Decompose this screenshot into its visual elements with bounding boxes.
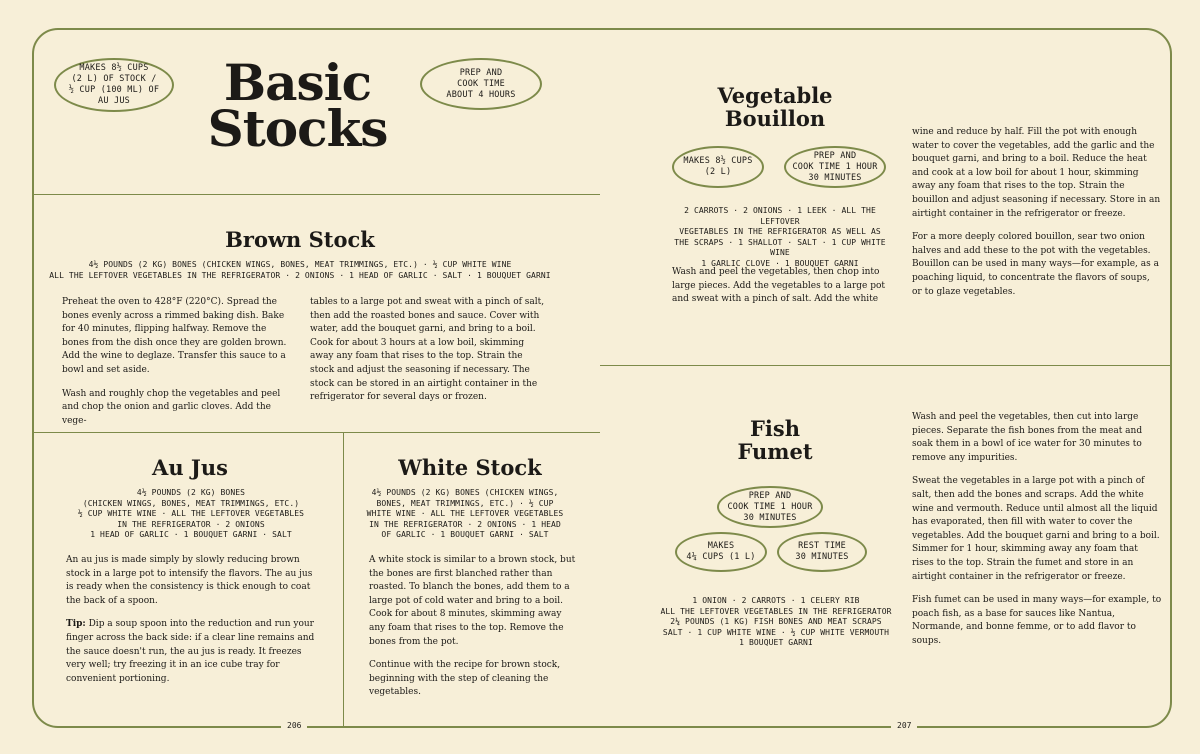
brown-col1-para1: Preheat the oven to 428°F (220°C). Spread the bones evenly across a rimmed baking dish. Bake for 40 minutes, flipping halfway. Remove the bones from the dish once they are golden brown. Add the wine to deglaze. Transfer this sauce to a bowl and set aside. [62,297,287,375]
veg-title-line1: Vegetable [717,83,833,108]
au-jus-title: Au Jus [152,455,228,480]
page-title [180,53,415,158]
veg-col2-para1: wine and reduce by half. Fill the pot with enough water to cover the vegetables, add the garlic and the bouquet garni, and bring to a boil. Reduce the heat and cook at a low boil for about 1 hour, skimming away any foam that rises to the top. Strain the bouillon and adjust seasoning if necessary. Store in an airtight container in the refrigerator or freeze. [912,127,1161,219]
veg-col1 [672,266,894,317]
tip-label: Tip: [66,619,86,630]
veg-yield-badge: MAKES 8½ CUPS (2 L) [672,146,764,188]
divider-aujus-white [343,432,344,727]
fish-ingredients: 1 ONION · 2 CARROTS · 1 CELERY RIB ALL THE LEFTOVER VEGETABLES IN THE REFRIGERATOR 2¼ POUNDS (1 KG) FISH BONES AND MEAT SCRAPS SALT · 1 CUP WHITE WINE · ½ CUP WHITE VERMOUTH 1 BOUQUET GARNI [660,596,892,647]
veg-col1-para1: Wash and peel the vegetables, then chop into large pieces. Add the vegetables to a large pot and sweat with a pinch of salt. Add the white [672,267,885,305]
fish-fumet-title [700,417,850,463]
fish-title-line1: Fish [750,416,800,441]
white-stock-para2: Continue with the recipe for brown stock, beginning with the step of cleaning the vegetables. [369,660,561,698]
page-number-right: 207 [891,721,917,730]
au-jus-ingredients: 4½ POUNDS (2 KG) BONES (CHICKEN WINGS, BONES, MEAT TRIMMINGS, ETC.) ½ CUP WHITE WINE · ALL THE LEFTOVER VEGETABLES IN THE REFRIGERATOR · 2 ONIONS 1 HEAD OF GARLIC · 1 BOUQUET GARNI · SALT [77,488,305,539]
vegetable-bouillon-title [680,84,870,130]
brown-col2-para1: tables to a large pot and sweat with a pinch of salt, then add the roasted bones and sauce. Cover with water, add the bouquet garni, and bring to a boil. Cook for about 3 hours at a low boil, skimming away any foam that rises to the top. Strain the stock and adjust the seasoning if necessary. The stock can be stored in an airtight container in the refrigerator for several days or frozen. [310,297,545,403]
veg-col2 [912,126,1162,309]
veg-title-line2: Bouillon [724,106,826,131]
brown-stock-ingredients [40,260,560,281]
brown-col1-para2: Wash and roughly chop the vegetables and peel and chop the onion and garlic cloves. Add the vege- [62,388,281,426]
basic-time-badge: PREP AND COOK TIME ABOUT 4 HOURS [420,58,542,110]
divider-veg-fish [600,365,1171,366]
brown-ingredients-line2: ALL THE LEFTOVER VEGETABLES IN THE REFRIGERATOR · 2 ONIONS · 1 HEAD OF GARLIC · SALT · 1 BOUQUET GARNI [49,270,551,280]
white-stock-para1: A white stock is similar to a brown stock, but the bones are first blanched rather than roasted. To blanch the bones, add them to a large pot of cold water and bring to a boil. Cook for about 8 minutes, skimming away any foam that rises to the top. Remove the bones from the pot. [369,555,576,647]
au-jus-tip [66,618,322,686]
veg-col2-para2: For a more deeply colored bouillon, sear two onion halves and add these to the pot with the vegetables. Bouillon can be used in many ways—for example, as a poaching liquid, to concentrate the flavors of soups, or to glaze vegetables. [912,232,1159,297]
white-stock-body [369,554,579,710]
fish-time-badge: PREP AND COOK TIME 1 HOUR 30 MINUTES [717,486,823,528]
tip-text: Dip a soup spoon into the reduction and run your finger across the back side: if a clear line remains and the sauce doesn't run, the au jus is ready. It freezes very well; try freezing it in an ice cube tray for convenient portioning. [66,619,315,684]
white-stock-ingredients: 4½ POUNDS (2 KG) BONES (CHICKEN WINGS, BONES, MEAT TRIMMINGS, ETC.) · ½ CUP WHITE WINE · ALL THE LEFTOVER VEGETABLES IN THE REFRIGERATOR · 2 ONIONS · 1 HEAD OF GARLIC · 1 BOUQUET GARNI · SALT [366,488,564,539]
basic-yield-badge: MAKES 8½ CUPS (2 L) OF STOCK / ½ CUP (100 ML) OF AU JUS [54,58,174,112]
brown-ingredients-line1: 4½ POUNDS (2 KG) BONES (CHICKEN WINGS, BONES, MEAT TRIMMINGS, ETC.) · ½ CUP WHITE WINE [88,260,512,269]
veg-ingredients: 2 CARROTS · 2 ONIONS · 1 LEEK · ALL THE LEFTOVER VEGETABLES IN THE REFRIGERATOR AS WELL AS THE SCRAPS · 1 SHALLOT · SALT · 1 CUP WHITE WINE 1 GARLIC CLOVE · 1 BOUQUET GARNI [674,206,886,268]
page-title-line1: Basic [223,53,372,112]
page-title-line2: Stocks [207,99,388,158]
white-stock-title: White Stock [398,455,542,480]
au-jus-body [66,554,322,696]
brown-stock-col1 [62,296,294,438]
brown-stock-title: Brown Stock [225,227,375,252]
divider-basic-brown [33,194,600,195]
fish-rest-badge: REST TIME 30 MINUTES [777,532,867,572]
fish-title-line2: Fumet [737,439,813,464]
page-number-left: 206 [281,721,307,730]
brown-stock-col2 [310,296,546,415]
fish-para2: Sweat the vegetables in a large pot with a pinch of salt, then add the bones and scraps. Add the white wine and vermouth. Reduce until almost all the liquid has evaporated, then fill with water to cover the vegetables. Add the bouquet garni and bring to a boil. Simmer for 1 hour, skimming away any foam that rises to the top. Strain the fumet and store in an airtight container in the refrigerator or freeze. [912,476,1160,582]
au-jus-para1: An au jus is made simply by slowly reducing brown stock in a large pot to intensify the flavors. The au jus is ready when the consistency is thick enough to coat the back of a spoon. [66,555,313,606]
veg-time-badge: PREP AND COOK TIME 1 HOUR 30 MINUTES [784,146,886,188]
fish-body [912,411,1162,659]
fish-yield-badge: MAKES 4¼ CUPS (1 L) [675,532,767,572]
fish-para1: Wash and peel the vegetables, then cut into large pieces. Separate the fish bones from the meat and soak them in a bowl of ice water for 30 minutes to remove any impurities. [912,412,1143,463]
fish-para3: Fish fumet can be used in many ways—for example, to poach fish, as a base for sauces like Nantua, Normande, and bonne femme, or to add flavor to soups. [912,595,1162,646]
